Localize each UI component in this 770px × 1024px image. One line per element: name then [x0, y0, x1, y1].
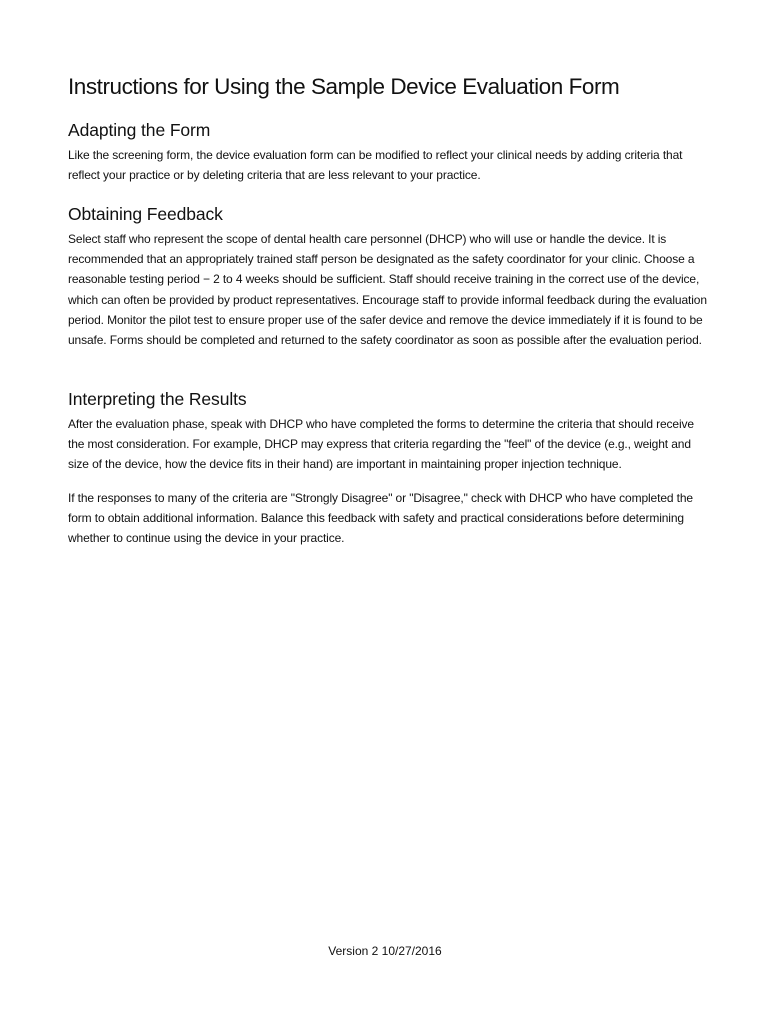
page-footer-version: Version 2 10/27/2016: [328, 944, 442, 958]
section-paragraph: Like the screening form, the device evaluation form can be modified to reflect your clinical needs by adding criteria that reflect your practice or by deleting criteria that are less relevant to your practice.: [68, 148, 683, 183]
section-paragraph: Select staff who represent the scope of dental health care personnel (DHCP) who will use or handle the device. It is recommended that an appropriately trained staff person be designated as the safety coordinator for your clinic. Choose a reasonable testing period − 2 to 4 weeks should be sufficient. Staff should receive training in the correct use of the device, which can often be provided by product representatives. Encourage staff to provide informal feedback during the evaluation period. Monitor the pilot test to ensure proper use of the safer device and remove the device immediately if it is found to be unsafe. Forms should be completed and returned to the safety coordinator as soon as possible after the evaluation period.: [68, 232, 707, 348]
section-adapting-the-form: [68, 118, 708, 185]
section-interpreting-the-results: [68, 387, 708, 548]
section-paragraph: After the evaluation phase, speak with DHCP who have completed the forms to determine the criteria that should receive the most consideration. For example, DHCP may express that criteria regarding the "feel" of the device (e.g., weight and size of the device, how the device fits in their hand) are important in maintaining proper injection technique.: [68, 417, 694, 472]
section-obtaining-feedback: [68, 202, 708, 350]
section-heading: Interpreting the Results: [68, 389, 247, 409]
section-paragraph: If the responses to many of the criteria are "Strongly Disagree" or "Disagree," check with DHCP who have completed the form to obtain additional information. Balance this feedback with safety and practical considerations before determining whether to continue using the device in your practice.: [68, 490, 693, 546]
section-heading: Adapting the Form: [68, 120, 211, 140]
document-title: Instructions for Using the Sample Device Evaluation Form: [68, 74, 620, 99]
section-heading: Obtaining Feedback: [68, 204, 223, 224]
